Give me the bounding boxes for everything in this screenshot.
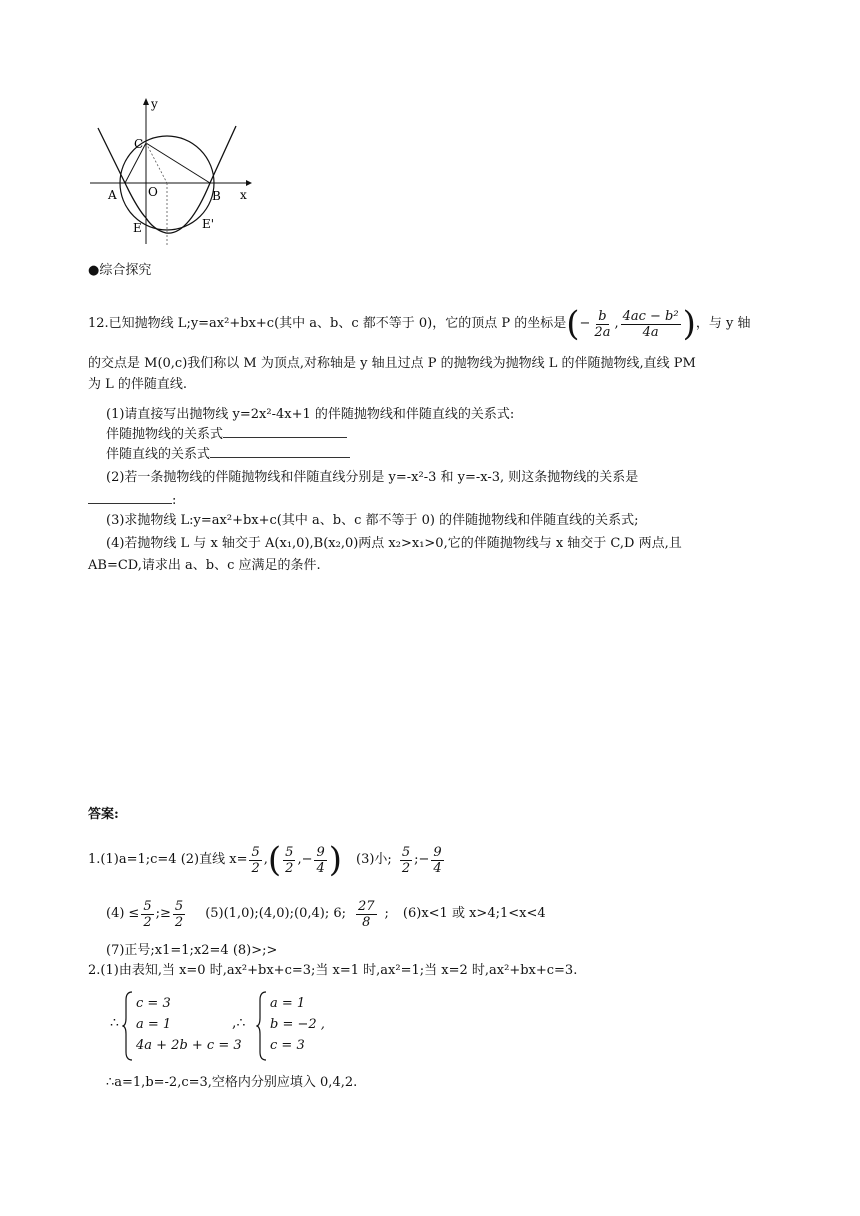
question-2: (2)若一条抛物线的伴随抛物线和伴随直线分别是 y=-x²-3 和 y=-x-3, 则这条抛物线的关系是: [106, 470, 639, 485]
section-heading: ●综合探究: [88, 263, 152, 278]
frac-5-2-a: [249, 845, 261, 876]
system-2-eq1: a = 1: [270, 996, 306, 1011]
left-paren: (: [566, 304, 580, 344]
problem12-line3: 为 L 的伴随直线.: [88, 377, 188, 392]
question-1a: [106, 425, 347, 444]
answer-1-mid: (3)小;: [356, 852, 392, 867]
answer-2-line3: ∴a=1,b=-2,c=3,空格内分别应填入 0,4,2.: [106, 1075, 358, 1090]
answer-blank-1b[interactable]: [210, 445, 350, 458]
question-2-blank-line: [88, 491, 176, 510]
label-c: C: [134, 137, 144, 151]
answer-1-line2-pre: (4): [106, 906, 125, 921]
ge-sign: ≥: [160, 906, 171, 921]
question-1b-label: 伴随直线的关系式: [106, 447, 211, 462]
therefore-2: ,∴: [232, 1015, 246, 1031]
frac-5-2-b: [283, 845, 295, 876]
system-1-eq2: a = 1: [136, 1017, 172, 1032]
chord-cb: [146, 143, 210, 183]
question-4b: AB=CD,请求出 a、b、c 应满足的条件.: [88, 558, 321, 573]
question-2-tail: :: [172, 493, 177, 508]
parabola-circle-figure: [88, 96, 263, 251]
brace-1: [122, 990, 134, 1062]
question-1a-label: 伴随抛物线的关系式: [106, 427, 224, 442]
answer-1-line1-pre: 1.(1)a=1;c=4 (2)直线 x=: [88, 852, 248, 867]
x-axis-arrow: [246, 180, 252, 186]
frac-5-2-c: [400, 845, 412, 876]
problem12-intro: 12.已知抛物线 L;y=ax²+bx+c(其中 a、b、c 都不等于 0)，它的顶点 P 的坐标是: [88, 316, 567, 331]
problem12-line1: [88, 304, 750, 344]
label-y: y: [151, 97, 158, 111]
frac-num: 5: [401, 844, 411, 860]
question-3: (3)求抛物线 L:y=ax²+bx+c(其中 a、b、c 都不等于 0) 的伴随抛物线和伴随直线的关系式;: [106, 513, 639, 528]
answer-1-line2: [106, 894, 546, 934]
minus-sign: −: [579, 316, 591, 331]
frac-den: 8: [362, 914, 371, 930]
answer-blank-1a[interactable]: [223, 425, 347, 438]
question-1b: [106, 445, 350, 464]
answer-blank-2[interactable]: [88, 491, 172, 504]
frac-5-2-e: [173, 899, 185, 930]
system-2-eq3: c = 3: [270, 1038, 305, 1053]
answer-2-line1: 2.(1)由表知,当 x=0 时,ax²+bx+c=3;当 x=1 时,ax²=1;当 x=2 时,ax²+bx+c=3.: [88, 963, 578, 978]
frac-num: 5: [174, 898, 184, 914]
frac-den: 2: [251, 860, 260, 876]
brace-2: [256, 990, 268, 1062]
answer-1-line2-mid: (5)(1,0);(4,0);(0,4); 6;: [205, 906, 346, 921]
frac-9-4-a: [314, 845, 326, 876]
question-1: (1)请直接写出抛物线 y=2x²-4x+1 的伴随抛物线和伴随直线的关系式:: [106, 407, 515, 422]
frac-num: 9: [433, 844, 442, 860]
frac-den: 2: [285, 860, 294, 876]
vertex-x-fraction: [592, 309, 612, 340]
comma: ,: [614, 316, 619, 331]
frac-5-2-d: [141, 899, 153, 930]
frac-num: 5: [251, 844, 260, 860]
comma: ,: [263, 852, 268, 867]
right-paren: ): [328, 840, 343, 880]
answer-1-line2-post: (6)x<1 或 x>4;1<x<4: [402, 906, 546, 921]
therefore-symbol: ∴: [236, 1015, 246, 1031]
therefore-1: ∴: [110, 1015, 119, 1031]
semicolon: ;: [384, 906, 389, 921]
answers-heading: 答案:: [88, 807, 119, 822]
semicolon: ;−: [414, 852, 430, 867]
vertex-x-den: 2a: [594, 324, 611, 340]
problem12-line1-tail: ，与 y 轴: [695, 316, 751, 331]
label-b: B: [212, 189, 221, 203]
system-2-eq2: b = −2 ,: [270, 1017, 325, 1032]
semicolon: ;: [155, 906, 160, 921]
frac-9-4-b: [431, 845, 443, 876]
system-1: [136, 993, 242, 1056]
comma: ,−: [297, 852, 313, 867]
right-paren: ): [682, 304, 696, 344]
y-axis-arrow: [143, 98, 149, 105]
le-sign: ≤: [128, 906, 140, 921]
figure-svg: [88, 96, 263, 251]
label-e: E: [133, 221, 142, 235]
frac-den: 2: [401, 860, 411, 876]
frac-27-8: [356, 899, 377, 930]
question-4: (4)若抛物线 L 与 x 轴交于 A(x₁,0),B(x₂,0)两点 x₂>x₁>0,它的伴随抛物线与 x 轴交于 C,D 两点,且: [106, 536, 682, 551]
label-a: A: [108, 188, 117, 202]
system-1-eq1: c = 3: [136, 996, 171, 1011]
frac-num: 27: [357, 898, 375, 914]
answer-1-line3: (7)正号;x1=1;x2=4 (8)>;>: [106, 943, 278, 958]
system-1-eq3: 4a + 2b + c = 3: [136, 1038, 242, 1053]
label-e-prime: E': [202, 217, 215, 231]
frac-num: 9: [316, 844, 325, 860]
system-2: [270, 993, 325, 1056]
label-o: O: [148, 185, 158, 199]
frac-den: 4: [433, 860, 442, 876]
frac-num: 5: [285, 844, 294, 860]
vertex-x-num: b: [598, 308, 607, 324]
answer-1-line1: [88, 840, 446, 880]
frac-den: 2: [174, 914, 184, 930]
vertex-y-den: 4a: [642, 324, 659, 340]
label-x: x: [240, 188, 247, 202]
vertex-y-num: 4ac − b²: [622, 308, 679, 324]
frac-den: 2: [143, 914, 152, 930]
left-paren: (: [267, 840, 282, 880]
frac-den: 4: [316, 860, 325, 876]
problem12-line2: 的交点是 M(0,c)我们称以 M 为顶点,对称轴是 y 轴且过点 P 的抛物线为抛物线 L 的伴随抛物线,直线 PM: [88, 356, 696, 371]
frac-num: 5: [143, 898, 152, 914]
vertex-y-fraction: [621, 309, 681, 340]
